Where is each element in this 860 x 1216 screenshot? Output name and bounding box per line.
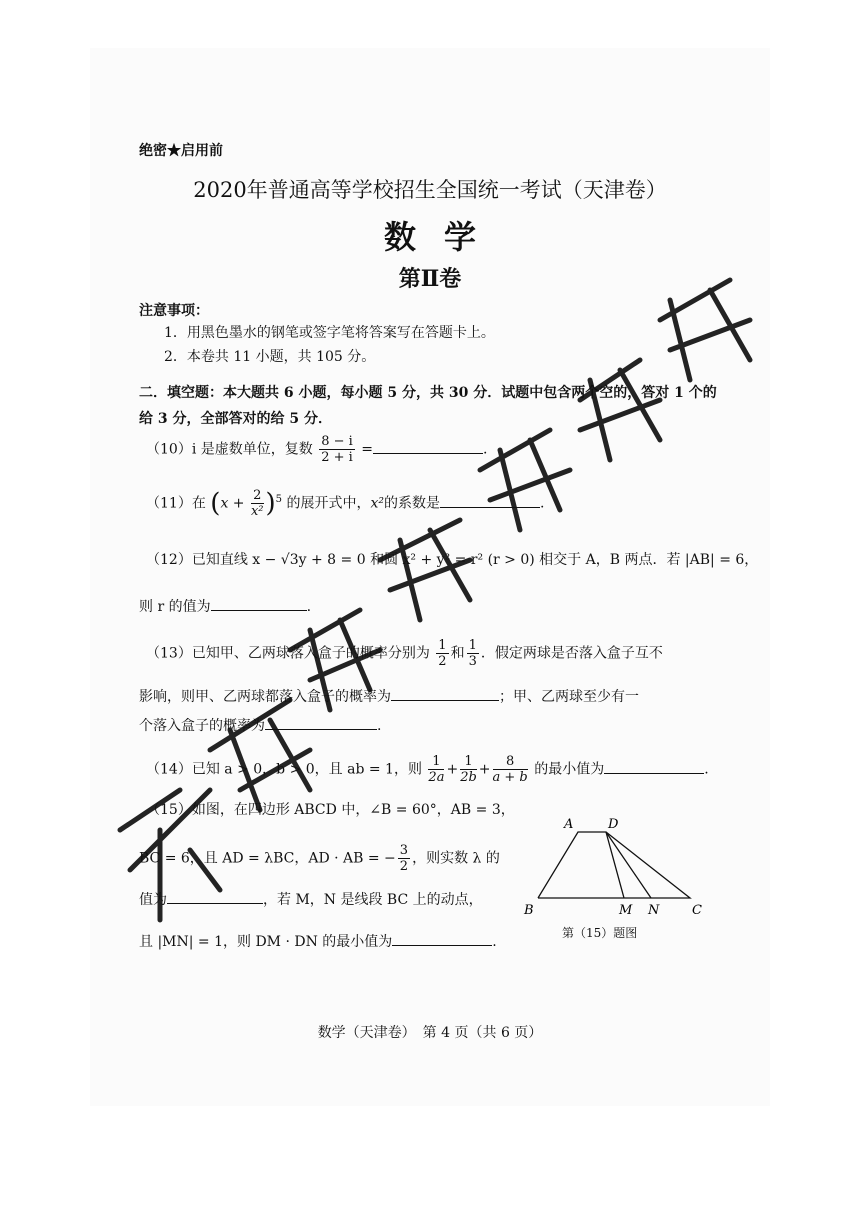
question-10: （10）i 是虚数单位，复数 $\frac{8 - i}{2 + i}$ = .	[146, 434, 488, 465]
question-14: （14）已知 a > 0，b > 0，且 ab = 1，则 $\frac{1}{2a}$ + $\frac{1}{2b}$ + $\frac{8}{a + b}$ 的最小值为 .	[146, 754, 709, 785]
question-11: （11）在 (x + $\frac{2}{\text{x²}}$ )$^5$ 的展开式中，x²的系数是 .	[146, 488, 545, 519]
question-number: （11）	[146, 495, 192, 512]
segment-dn	[606, 832, 651, 898]
secret-label: 绝密★启用前	[139, 143, 223, 159]
question-number: （12）	[146, 552, 192, 568]
question-text: i 是虚数单位，复数	[191, 441, 313, 458]
segment-dm	[606, 832, 624, 898]
notice-heading: 注意事项：	[139, 303, 209, 319]
question-text: 已知直线 x − √3y + 8 = 0 和圆 x² + y² = r² (r > 0) 相交于 A，B 两点．若 |AB| = 6，	[191, 552, 759, 568]
notice-item: 2．本卷共 11 小题，共 105 分。	[164, 349, 376, 365]
answer-blank[interactable]	[167, 891, 263, 904]
label-d: D	[608, 817, 619, 832]
question-12-line-2: 则 r 的值为 .	[139, 599, 312, 615]
question-13-line-2: 影响，则甲、乙两球都落入盒子的概率为 ；甲、乙两球至少有一	[139, 689, 639, 705]
question-13-line-3: 个落入盒子的概率为 .	[139, 718, 382, 734]
answer-blank[interactable]	[440, 495, 540, 508]
question-15: （15）如图，在四边形 ABCD 中，∠B = 60°，AB = 3，	[146, 802, 515, 818]
label-b: B	[524, 903, 534, 918]
label-c: C	[692, 903, 702, 918]
question-number: （15）	[146, 802, 192, 818]
exam-title: 2020年普通高等学校招生全国统一考试（天津卷）	[193, 178, 667, 202]
label-n: N	[648, 903, 660, 918]
question-13: （13）已知甲、乙两球落入盒子的概率分别为 $\frac{1}{2}$ 和 $\frac{1}{3}$ ．假定两球是否落入盒子互不	[146, 638, 663, 669]
fraction: $\frac{2}{\text{x²}}$	[250, 488, 264, 519]
fraction: $\frac{1}{2}$	[438, 638, 447, 669]
section-heading: 二．填空题：本大题共 6 小题，每小题 5 分，共 30 分．试题中包含两个空的，答对 1 个的给 3 分，全部答对的给 5 分．	[139, 385, 717, 427]
fraction: $\frac{1}{2a}$	[428, 754, 445, 785]
answer-blank[interactable]	[373, 441, 483, 454]
question-number: （13）	[146, 645, 192, 662]
answer-blank[interactable]	[392, 933, 492, 946]
question-15-line-3: 值为 ，若 M，N 是线段 BC 上的动点，	[139, 892, 483, 908]
fraction: $\frac{8 - i}{2 + i}$	[321, 434, 353, 465]
fraction: $\frac{1}{2b}$	[460, 754, 477, 785]
fraction: $\frac{3}{2}$	[399, 843, 409, 874]
subject-title: 数学	[383, 218, 504, 256]
question-number: （10）	[146, 441, 192, 458]
answer-blank[interactable]	[265, 717, 377, 730]
label-a: A	[564, 817, 574, 832]
label-m: M	[619, 903, 633, 918]
trapezoid-outline	[538, 832, 690, 898]
question-number: （14）	[146, 761, 192, 778]
question-15-line-2: BC = 6，且 AD = λBC，AD · AB = − $\frac{3}{2}$ ，则实数 λ 的	[139, 843, 500, 874]
fraction: $\frac{8}{a + b}$	[492, 754, 528, 785]
volume-title: 第Ⅱ卷	[398, 266, 462, 292]
answer-blank[interactable]	[604, 761, 704, 774]
page-footer: 数学（天津卷） 第 4 页（共 6 页）	[317, 1025, 543, 1041]
question-12	[146, 550, 758, 570]
answer-blank[interactable]	[211, 598, 307, 611]
question-15-line-4: 且 |MN| = 1，则 DM · DN 的最小值为 .	[139, 934, 497, 950]
fraction: $\frac{1}{3}$	[468, 638, 477, 669]
trapezoid-figure	[520, 816, 720, 920]
figure-caption: 第（15）题图	[562, 926, 638, 940]
answer-blank[interactable]	[391, 688, 499, 701]
notice-item: 1．用黑色墨水的钢笔或签字笔将答案写在答题卡上。	[164, 325, 495, 341]
